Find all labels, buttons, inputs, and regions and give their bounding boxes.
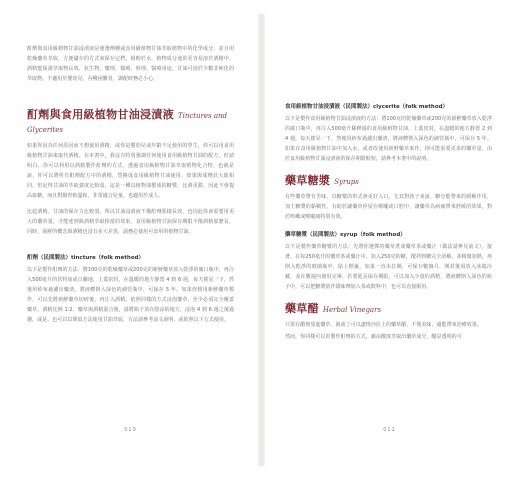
- vinegar-paragraph: 然而，你同樣可以用製作酊劑的方式，藉由酸度萃取出藥草成分，醋是透明的可: [285, 334, 462, 340]
- glycerite-paragraph: 以下是製作食用級植物甘油浸漬液的方法：將100克的乾燥藥草或200克的新鮮藥草放入乾淨的廣口瓶中，再注入500毫升稀釋過的食用級植物甘油，上蓋密封，在溫暖的地方靜置 2 到 4 週，每天搖晃一下，然後用紗布過濾出藥渣，將液體倒入深色的滴管瓶中，可保存 5 年。如果在食用級植物甘油中加入水，或者改使用新鮮藥草來作，則可能需要更多的藥草量。由於食用級植物甘油浸漬液的保存期限較短，請參考本書中的說明。: [285, 116, 492, 162]
- syrup-title-zh: 藥草糖漿: [285, 174, 331, 187]
- method-paragraph: 以下是製作酊劑的方法：將100克的乾燥藥草或200克的新鮮藥草放入乾淨的廣口瓶中，再注入500毫升的伏特加或白蘭地，上蓋密封，在溫暖的地方靜置 4 到 6 週，每天搖晃一下，然後用紗布過濾出藥渣，將液體倒入深色的滴管瓶中，可保存 5 年。如果你想用新鮮藥草製作，可以先將新鮮藥草切碎後，再注入酒精，依照同樣的方式浸泡藥草，至少必須完全覆蓋藥草，酒精比例 1:2，藥草與酒精混合後，請將瓶子放在陰涼的地方，浸泡 4 到 6 週之後過濾，或是，也可以以類似方法使用甘油萃取，方法請參考前文說明，或依照以下方式使用。: [27, 267, 234, 323]
- section-title: [27, 106, 234, 135]
- glycerite-heading: 食用級植物甘油浸漬液（民間製法）clycerite（folk method）: [285, 104, 449, 110]
- section-title-en: Tinctures and Glycerites: [27, 112, 228, 134]
- paragraph: 比起酒精，甘油的保存力比較弱，所以甘油浸漬液不像酊劑那樣長效，也因此你會需要用更大的藥草量，才能達到與酒精萃取相當的效果，食用級植物甘油保存期限不像酒精那麼長，同時，保鮮的概念與酒精也沒有多大差異，請務必使用可食用的植物甘油。: [27, 209, 234, 235]
- syrup-paragraph: 有些藥草帶有苦味，以糖漿的形式會更好入口，尤其對孩子來說，糖分能帶來的緩解作用，加上糖漿的黏稠性，有助於讓藥草停留在喉嚨或口腔中，讓藥草為病痛帶來舒緩的效果，對於咳嗽或喉嚨痛特別有效。: [285, 194, 492, 220]
- method-heading: 酊劑（民間製法）tincture（folk method）: [27, 255, 145, 261]
- intro-paragraph: 酊劑與食用級植物甘油浸漬液是運選劑種或食用級植物甘油萃取植物中的化學成分，並且用乾燥藥草萃取，方便儲存的方式來保存它們，相較於水，植物成分通常更容易溶於酒精中。酒精能保證萃取物長效、抗生物，藥理、醫療、料理、醫療用途。甘油可溶於少數非純化的萃取物，不適用於嬰幼兒、吞嚥困難者，調配時務必小心。: [27, 46, 234, 82]
- section-title-zh: 酊劑與食用級植物甘油浸漬液: [27, 108, 174, 121]
- syrup-method-heading: 藥草糖漿（民間製法）syrup（folk method）: [285, 232, 406, 238]
- page-number: 011: [383, 427, 396, 433]
- syrup-method-paragraph: 以下是製作藥草糖漿的方法：先將你選擇的藥草煮成藥草茶或藥汁（做法請參見前文），接著，在每250毫升的藥草茶或藥汁中，加入250克的糖，攪拌到糖完全溶解，並稍微加熱，再倒入乾淨的玻璃瓶中，貼上標籤，如果一直未打開，可保存數個月，開封後須放入冰箱冷藏，並在數週內使用完畢，若要延長保存期限，可以加入少量的酒精，將液體倒入深色的瓶子中，可以把糖漿當作甜味劑加入茶或飲料中，也可以直接服用。: [285, 244, 492, 290]
- vinegar-title: [285, 300, 492, 316]
- vinegar-title-zh: 藥草醋: [285, 302, 319, 315]
- left-column: [27, 44, 234, 331]
- left-page: [6, 14, 255, 466]
- vinegar-title-en: Herbal Vinegars: [322, 306, 382, 314]
- page-number: 010: [124, 427, 137, 433]
- vinegar-paragraph: 只要在醋裡放進藥草，就成了可以盡情沙拉上的藥草醋，不僅美味，還能帶來治療效果。: [285, 322, 482, 328]
- right-page: [265, 14, 514, 466]
- paragraph: 如果你因為任何原因而不想使用酒精，或你是嬰幼兒或年齡不足使用的學生，你可以用食用級植物甘油來取代酒精。在本書中，我沒有特別強調任何使用食用級植物甘油的配方，但請明白，你可以利用以酒精製作酊劑的方式，透過食用級植物甘油萃取植物化合物，也就是說，你可以將所有酊劑配方中的酒精，替換成食用級植物甘油使用，效果與成劑員大致相同，但記得甘油的萃取強度比較弱，這是一種以植物油製成的糖漿，比酒更甜，因此不會提高血糖，而且對腸胃較溫和，非常適合兒童，也適用於成人。: [27, 143, 234, 199]
- gutter-shadow: [258, 14, 265, 466]
- right-column: [285, 102, 492, 348]
- syrup-title: [285, 172, 492, 188]
- syrup-title-en: Syrups: [334, 178, 359, 186]
